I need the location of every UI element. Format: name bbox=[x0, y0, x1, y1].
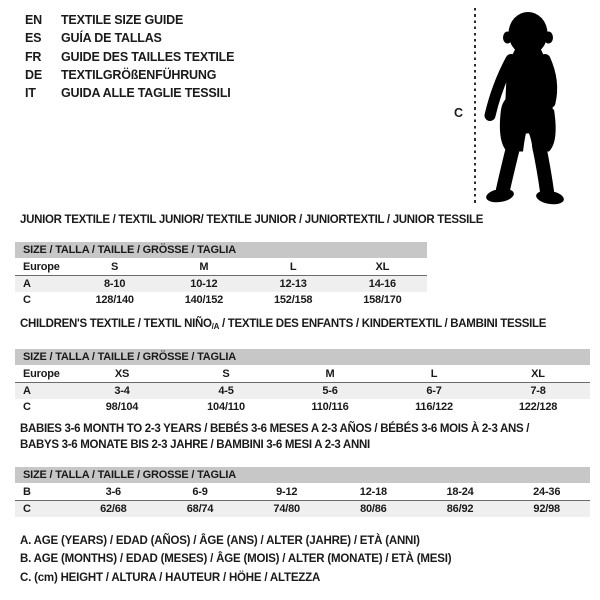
language-label: GUIDA ALLE TAGLIE TESSILI bbox=[61, 86, 231, 101]
section-title-subscript: /A bbox=[211, 322, 220, 331]
size-cell: 10-12 bbox=[190, 278, 218, 290]
section-title-part: / TEXTILE DES ENFANTS / KINDERTEXTIL / BAMBINI TESSILE bbox=[219, 318, 547, 330]
row-label: C bbox=[23, 503, 31, 515]
size-cell: 5-6 bbox=[322, 385, 338, 397]
section-title-junior: JUNIOR TEXTILE / TEXTIL JUNIOR/ TEXTILE JUNIOR / JUNIORTEXTIL / JUNIOR TESSILE bbox=[20, 214, 484, 226]
size-cell: 140/152 bbox=[184, 294, 224, 306]
baby-silhouette-icon bbox=[481, 9, 566, 205]
size-cell: 152/158 bbox=[273, 294, 313, 306]
size-table-header: SIZE / TALLA / TAILLE / GRÖSSE / TAGLIA bbox=[15, 349, 590, 365]
table-row-a bbox=[15, 383, 590, 399]
language-code: ES bbox=[25, 31, 42, 46]
size-cell: S bbox=[111, 261, 119, 273]
row-label: A bbox=[23, 385, 31, 397]
row-label: Europe bbox=[23, 368, 60, 380]
section-title-line: BABIES 3-6 MONTH TO 2-3 YEARS / BEBÉS 3-6 MESES A 2-3 AÑOS / BÉBÉS 3-6 MOIS À 2-3 ANS / bbox=[20, 423, 530, 435]
table-row-europe bbox=[15, 366, 590, 383]
height-dashed-line bbox=[474, 8, 476, 206]
section-title-line: BABYS 3-6 MONATE BIS 2-3 JAHRE / BAMBINI 3-6 MESI A 2-3 ANNI bbox=[20, 438, 370, 451]
size-cell: 68/74 bbox=[186, 503, 214, 515]
size-cell: XL bbox=[375, 261, 390, 273]
size-table-header: SIZE / TALLA / TAILLE / GRÖSSE / TAGLIA bbox=[15, 242, 427, 258]
row-label: C bbox=[23, 294, 31, 306]
size-cell: 3-4 bbox=[114, 385, 130, 397]
table-row-europe bbox=[15, 259, 427, 276]
size-cell: 6-9 bbox=[192, 486, 208, 498]
table-row-c bbox=[15, 292, 427, 308]
legend-line-b: B. AGE (MONTHS) / EDAD (MESES) / ÂGE (MOIS) / ALTER (MONATE) / ETÀ (MESI) bbox=[20, 553, 452, 566]
language-list bbox=[25, 11, 234, 102]
language-code: EN bbox=[25, 13, 42, 27]
measurement-legend bbox=[20, 532, 451, 587]
row-label: B bbox=[23, 486, 31, 498]
table-row-b bbox=[15, 484, 590, 501]
legend-line-c: C. (cm) HEIGHT / ALTURA / HAUTEUR / HÖHE / ALTEZZA bbox=[20, 571, 321, 584]
size-cell: 6-7 bbox=[426, 385, 442, 397]
size-cell: 158/170 bbox=[363, 294, 402, 306]
children-size-table bbox=[15, 349, 590, 415]
size-cell: 14-16 bbox=[368, 278, 396, 290]
size-cell: 86/92 bbox=[446, 503, 474, 515]
height-label-c: C bbox=[454, 106, 463, 120]
size-cell: 3-6 bbox=[105, 486, 121, 498]
table-row-c bbox=[15, 501, 590, 517]
size-cell: 62/68 bbox=[100, 503, 127, 515]
language-code: DE bbox=[25, 67, 42, 82]
table-row-c bbox=[15, 399, 590, 415]
section-title-part: CHILDREN'S TEXTILE / TEXTIL NIÑO bbox=[20, 318, 212, 330]
size-cell: XL bbox=[531, 368, 545, 380]
language-code: FR bbox=[25, 49, 42, 64]
language-code: IT bbox=[25, 86, 36, 101]
size-cell: 98/104 bbox=[105, 401, 139, 413]
height-figure bbox=[452, 4, 600, 214]
size-cell: 7-8 bbox=[530, 385, 546, 397]
size-cell: L bbox=[289, 261, 297, 273]
junior-size-table bbox=[15, 242, 427, 308]
size-cell: M bbox=[325, 368, 335, 380]
size-cell: 74/80 bbox=[273, 503, 300, 515]
size-cell: 110/116 bbox=[311, 401, 349, 413]
section-title-babies bbox=[20, 422, 529, 453]
language-row bbox=[25, 11, 234, 29]
size-cell: 122/128 bbox=[518, 401, 558, 413]
legend-line-a: A. AGE (YEARS) / EDAD (AÑOS) / ÂGE (ANS) / ALTER (JAHRE) / ETÀ (ANNI) bbox=[20, 535, 420, 547]
size-cell: 12-13 bbox=[279, 278, 307, 290]
size-cell: 104/110 bbox=[207, 401, 245, 413]
language-label: GUIDE DES TAILLES TEXTILE bbox=[61, 49, 235, 64]
size-cell: 8-10 bbox=[104, 278, 126, 290]
size-cell: 24-36 bbox=[533, 486, 561, 498]
language-row bbox=[25, 29, 234, 47]
table-row-a bbox=[15, 276, 427, 292]
size-cell: 92/98 bbox=[533, 503, 560, 515]
size-cell: 9-12 bbox=[276, 486, 298, 498]
size-cell: M bbox=[199, 261, 209, 273]
row-label: A bbox=[23, 278, 31, 290]
language-row bbox=[25, 48, 234, 66]
size-cell: 116/122 bbox=[415, 401, 453, 413]
size-cell: S bbox=[222, 368, 230, 380]
size-cell: XS bbox=[114, 368, 130, 380]
section-title-children bbox=[20, 318, 546, 331]
language-label: GUÍA DE TALLAS bbox=[61, 31, 162, 46]
language-label: TEXTILE SIZE GUIDE bbox=[61, 13, 184, 27]
size-cell: 4-5 bbox=[218, 385, 234, 397]
row-label: C bbox=[23, 401, 31, 413]
size-cell: 18-24 bbox=[446, 486, 474, 498]
language-label: TEXTILGRÖßENFÜHRUNG bbox=[61, 67, 217, 82]
language-row bbox=[25, 84, 234, 102]
size-table-header: SIZE / TALLA / TAILLE / GROSSE / TAGLIA bbox=[15, 467, 590, 483]
size-cell: 128/140 bbox=[95, 294, 134, 306]
size-cell: 12-18 bbox=[359, 486, 387, 498]
language-row bbox=[25, 66, 234, 84]
size-cell: L bbox=[430, 368, 438, 380]
row-label: Europe bbox=[23, 261, 60, 273]
babies-size-table bbox=[15, 467, 590, 517]
size-cell: 80/86 bbox=[360, 503, 387, 515]
